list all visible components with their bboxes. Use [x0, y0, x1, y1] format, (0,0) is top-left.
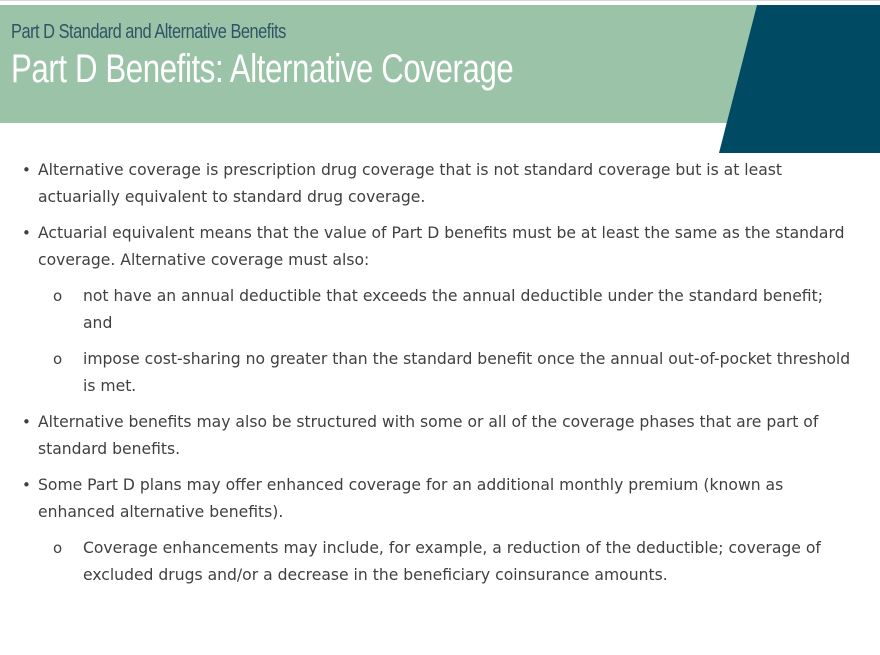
sub-list-item-text: impose cost-sharing no greater than the standard benefit once the annual out-of-pocket threshold is met. — [83, 350, 851, 395]
bullet-icon: • — [22, 161, 31, 179]
bullet-icon: • — [22, 413, 31, 431]
page-title: Part D Benefits: Alternative Coverage — [11, 47, 514, 91]
circle-bullet-icon: o — [53, 539, 63, 557]
list-item — [18, 220, 853, 274]
list-item-text: Some Part D plans may offer enhanced coverage for an additional monthly premium (known as enhanced alternative benefits). — [38, 476, 784, 521]
header-text — [11, 19, 711, 91]
content-list — [18, 157, 853, 598]
list-item-text: Alternative coverage is prescription drug coverage that is not standard coverage but is at least actuarially equivalent to standard drug coverage. — [38, 161, 783, 206]
list-item — [18, 157, 853, 211]
section-subtitle: Part D Standard and Alternative Benefits — [11, 21, 286, 43]
list-item — [18, 409, 853, 463]
sub-list-item-text: not have an annual deductible that exceeds the annual deductible under the standard benefit; and — [83, 287, 824, 332]
circle-bullet-icon: o — [53, 350, 63, 368]
list-item — [18, 472, 853, 526]
circle-bullet-icon: o — [53, 287, 63, 305]
list-item-text: Actuarial equivalent means that the value of Part D benefits must be at least the same as the standard coverage. Alternative coverage must also: — [38, 224, 845, 269]
bullet-icon: • — [22, 224, 31, 242]
list-item-text: Alternative benefits may also be structured with some or all of the coverage phases that are part of standard benefits. — [38, 413, 819, 458]
sub-list-item — [18, 346, 853, 400]
sub-list-item-text: Coverage enhancements may include, for example, a reduction of the deductible; coverage of excluded drugs and/or a decrease in the beneficiary coinsurance amounts. — [83, 539, 821, 584]
sub-list-item — [18, 535, 853, 589]
bullet-icon: • — [22, 476, 31, 494]
sub-list-item — [18, 283, 853, 337]
